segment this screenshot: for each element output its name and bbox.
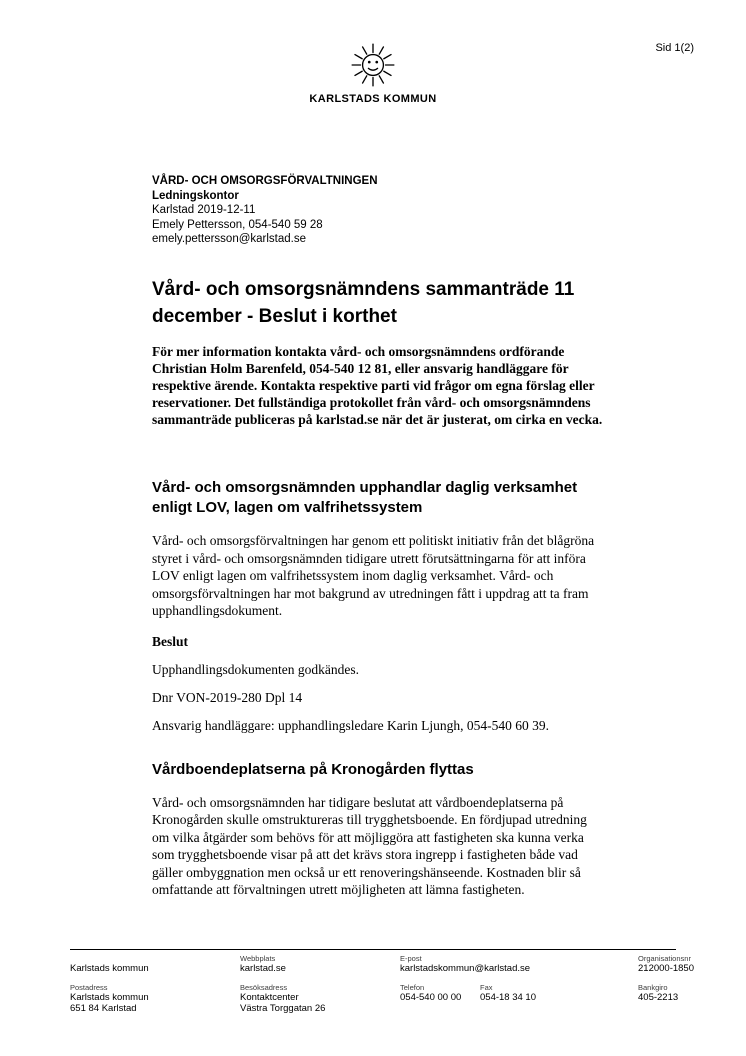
footer-besoksadress-line2: Västra Torggatan 26 — [240, 1003, 326, 1014]
document-body — [152, 276, 604, 899]
footer-epost-label: E-post — [400, 954, 422, 963]
footer-webbplats-value: karlstad.se — [240, 963, 286, 974]
section-1-handler-line: Ansvarig handläggare: upphandlingsledare Karin Ljungh, 054-540 60 39. — [152, 717, 550, 733]
section-2-body: Vård- och omsorgsnämnden har tidigare beslutat att vårdboendeplatserna på Kronogården skulle omstruktureras till trygghetsboende. En fördjupad utredning om vilka åtgärder som behövs för att möjliggöra att fastigheten ska kunna verka som trygghetsboende visar på att det krävs stora ingrepp i fastigheten både vad gäller ombyggnation men också ur ett renoveringshänseende. Kostnaden blir så omfattande att förvaltningen utrett möjligheten att lämna fastigheten. — [152, 794, 587, 897]
kommun-logo-block — [0, 40, 746, 105]
letterhead-email: emely.pettersson@karlstad.se — [152, 233, 306, 245]
footer-fax-value: 054-18 34 10 — [480, 991, 536, 1003]
letterhead-office: Ledningskontor — [152, 189, 239, 202]
footer-column-postadress — [70, 954, 149, 1015]
footer-fax-label: Fax — [480, 982, 493, 992]
section-1-dnr-line: Dnr VON-2019-280 Dpl 14 — [152, 689, 303, 705]
letterhead — [152, 174, 378, 247]
footer-orgnr-value: 212000-1850 — [638, 963, 694, 974]
section-1-decision-text: Upphandlingsdokumenten godkändes. — [152, 661, 359, 677]
sun-face-logo-icon — [0, 40, 746, 90]
footer-postadress-line1: Karlstads kommun — [70, 991, 149, 1003]
footer-bankgiro-label: Bankgiro — [638, 982, 668, 992]
footer-fax-block — [480, 983, 536, 1004]
letterhead-date: Karlstad 2019-12-11 — [152, 204, 256, 216]
letterhead-department: VÅRD- OCH OMSORGSFÖRVALTNINGEN — [152, 175, 378, 187]
footer-spacer — [70, 954, 149, 963]
footer-telefon-block — [400, 983, 480, 1004]
document-title: Vård- och omsorgsnämndens sammanträde 11 december - Beslut i korthet — [152, 279, 575, 327]
footer-webbplats-label: Webbplats — [240, 954, 276, 963]
footer-epost-value: karlstadskommun@karlstad.se — [400, 963, 531, 974]
footer-column-webb-besok — [240, 954, 325, 1015]
page-number: Sid 1(2) — [655, 42, 694, 54]
letterhead-contact: Emely Pettersson, 054-540 59 28 — [152, 218, 323, 231]
section-1-decision-label: Beslut — [152, 633, 189, 649]
footer-column-org — [638, 954, 694, 1003]
footer-org-name: Karlstads kommun — [70, 963, 149, 974]
intro-paragraph: För mer information kontakta vård- och omsorgsnämndens ordförande Christian Holm Barenfeld, 054-540 12 81, eller ansvarig handläggare för respektive ärende. Kontakta respektive parti vid frågor om egna förslag eller reservationer. Det fullständiga protokollet från vård- och omsorgsnämndens sammanträde publiceras på karlstad.se när det är justerat, om cirka en vecka. — [152, 344, 603, 427]
footer-orgnr-label: Organisationsnr — [638, 954, 691, 963]
footer-telefon-value: 054-540 00 00 — [400, 991, 462, 1003]
section-1-heading: Vård- och omsorgsnämnden upphandlar daglig verksamhet enligt LOV, lagen om valfrihetssystem — [152, 479, 578, 516]
footer-column-kontakt — [400, 954, 536, 1003]
section-2-heading: Vårdboendeplatserna på Kronogården flyttas — [152, 760, 474, 778]
footer-besoksadress-label: Besöksadress — [240, 982, 288, 992]
footer-postadress-line2: 651 84 Karlstad — [70, 1003, 137, 1014]
section-1-body: Vård- och omsorgsförvaltningen har genom ett politiskt initiativ från det blågröna styret i vård- och omsorgsnämnden tidigare utrett förutsättningarna för att införa LOV enligt lagen om valfrihetssystem inom daglig verksamhet. Vård- och omsorgsförvaltningen har mot bakgrund av utredningen fått i uppdrag att ta fram upphandlingsdokument. — [152, 533, 595, 618]
footer-bankgiro-value: 405-2213 — [638, 991, 679, 1003]
footer-divider — [70, 949, 676, 950]
footer-telefon-label: Telefon — [400, 982, 425, 992]
footer-postadress-label: Postadress — [70, 982, 108, 992]
logo-text: KARLSTADS KOMMUN — [309, 93, 437, 105]
footer-telefon-fax-row — [400, 983, 536, 1004]
footer-besoksadress-line1: Kontaktcenter — [240, 991, 299, 1003]
